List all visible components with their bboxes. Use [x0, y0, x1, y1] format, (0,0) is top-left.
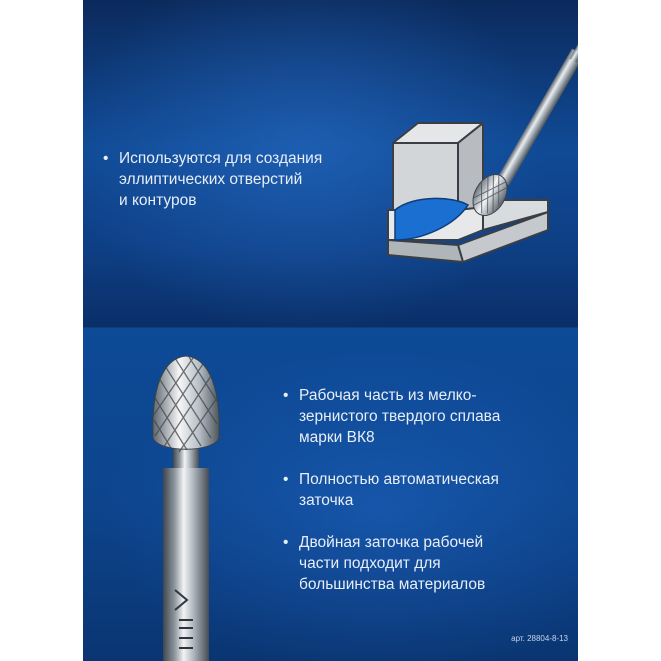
tool-shaft — [497, 49, 578, 186]
article-number: арт. 28804-8-13 — [511, 634, 568, 643]
bullet-item — [283, 385, 563, 448]
bullet-text: Используются для создания эллиптических отверстий и контуров — [119, 150, 323, 209]
bullet-item — [283, 469, 563, 511]
workpiece-base-left — [388, 240, 463, 262]
bullet-text: Полностью автоматическая заточка — [299, 471, 499, 509]
bullet-item — [283, 532, 563, 595]
top-panel — [83, 0, 578, 328]
product-card — [83, 0, 578, 661]
features-bullet-list — [283, 385, 563, 616]
burr-shank — [163, 468, 209, 661]
bottom-panel — [83, 328, 578, 661]
bullet-text: Двойная заточка рабочей части подходит для большинства материалов — [299, 534, 486, 593]
workpiece-illustration — [83, 0, 578, 328]
bullet-text: Рабочая часть из мелко- зернистого твердого сплава марки ВК8 — [299, 387, 501, 446]
